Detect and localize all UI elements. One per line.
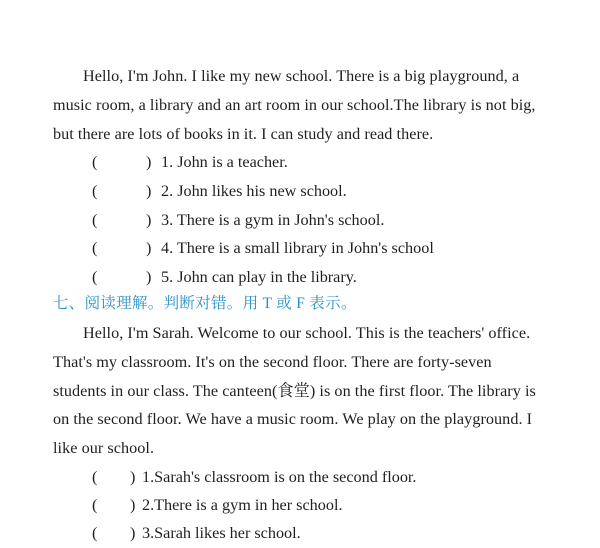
question-text: 2. John likes his new school.: [161, 182, 347, 200]
question-text: 1.Sarah's classroom is on the second floor.: [142, 468, 417, 486]
question-text: 5. John can play in the library.: [161, 268, 357, 286]
passage1-line-3: but there are lots of books in it. I can study and read there.: [53, 125, 434, 143]
section-seven-heading: 七、阅读理解。判断对错。用 T 或 F 表示。: [53, 295, 357, 312]
answer-close-paren: ): [130, 468, 136, 486]
passage2-line-4: on the second floor. We have a music room. We play on the playground. I: [53, 410, 533, 428]
question-text: 1. John is a teacher.: [161, 153, 288, 171]
answer-close-paren: ): [146, 211, 152, 229]
answer-open-paren: (: [92, 496, 98, 514]
passage2-line-1: Hello, I'm Sarah. Welcome to our school. This is the teachers' office.: [83, 324, 531, 342]
answer-open-paren: (: [92, 182, 98, 200]
answer-close-paren: ): [130, 496, 136, 514]
question-text: 2.There is a gym in her school.: [142, 496, 343, 514]
passage2-line-5: like our school.: [53, 439, 155, 457]
answer-close-paren: ): [146, 268, 152, 286]
answer-open-paren: (: [92, 468, 98, 486]
answer-close-paren: ): [130, 524, 136, 542]
question-text: 4. There is a small library in John's school: [161, 239, 434, 257]
passage2-line-2: That's my classroom. It's on the second floor. There are forty-seven: [53, 353, 492, 371]
answer-open-paren: (: [92, 268, 98, 286]
question-text: 3. There is a gym in John's school.: [161, 211, 385, 229]
question-text: 3.Sarah likes her school.: [142, 524, 301, 542]
answer-close-paren: ): [146, 239, 152, 257]
answer-close-paren: ): [146, 153, 152, 171]
answer-open-paren: (: [92, 524, 98, 542]
passage1-line-1: Hello, I'm John. I like my new school. There is a big playground, a: [83, 67, 520, 85]
answer-open-paren: (: [92, 153, 98, 171]
answer-close-paren: ): [146, 182, 152, 200]
answer-open-paren: (: [92, 239, 98, 257]
answer-open-paren: (: [92, 211, 98, 229]
passage1-line-2: music room, a library and an art room in our school.The library is not big,: [53, 96, 536, 114]
passage2-line-3: students in our class. The canteen(食堂) is on the first floor. The library is: [53, 382, 536, 400]
